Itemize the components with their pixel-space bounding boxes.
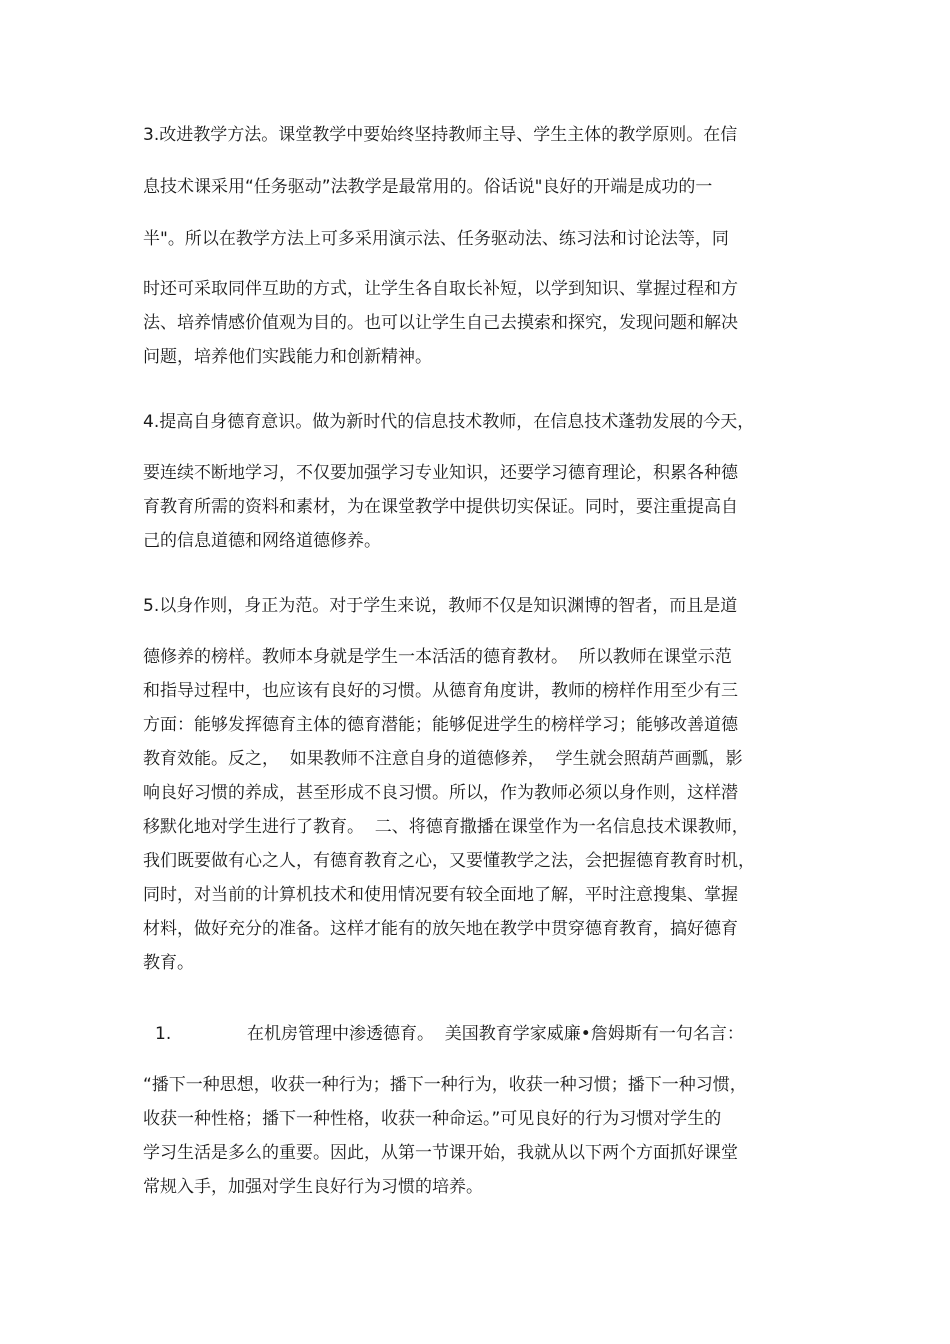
paragraph-1-line-3: 学习生活是多么的重要。因此，从第一节课开始，我就从以下两个方面抓好课堂 [143,1143,738,1163]
paragraph-3-line-2: 息技术课采用“任务驱动”法教学是最常用的。俗话说"良好的开端是成功的一 [143,177,713,197]
paragraph-5-line-6: 响良好习惯的养成，甚至形成不良习惯。所以，作为教师必须以身作则，这样潜 [143,783,738,803]
paragraph-5-line-2: 德修养的榜样。教师本身就是学生一本活活的德育教材。 所以教师在课堂示范 [143,647,732,667]
paragraph-3-line-4: 时还可采取同伴互助的方式，让学生各自取长补短，以学到知识、掌握过程和方 [143,279,738,299]
paragraph-5-line-3: 和指导过程中，也应该有良好的习惯。从德育角度讲，教师的榜样作用至少有三 [143,681,738,701]
paragraph-5-line-9: 同时，对当前的计算机技术和使用情况要有较全面地了解，平时注意搜集、掌握 [143,885,738,905]
paragraph-5-line-5: 教育效能。反之， 如果教师不注意自身的道德修养， 学生就会照葫芦画瓢，影 [143,749,743,769]
paragraph-3-line-6: 问题，培养他们实践能力和创新精神。 [143,347,432,367]
paragraph-5-line-7: 移默化地对学生进行了教育。 二、将德育撒播在课堂作为一名信息技术课教师， [143,817,749,837]
paragraph-5-line-11: 教育。 [143,953,194,973]
paragraph-5-line-8: 我们既要做有心之人，有德育教育之心，又要懂教学之法，会把握德育教育时机， [143,851,755,871]
paragraph-4-line-2: 要连续不断地学习，不仅要加强学习专业知识，还要学习德育理论，积累各种德 [143,463,738,483]
paragraph-5-line-4: 方面：能够发挥德育主体的德育潜能；能够促进学生的榜样学习；能够改善道德 [143,715,738,735]
paragraph-4-line-4: 己的信息道德和网络道德修养。 [143,531,381,551]
paragraph-3-line-1: 3.改进教学方法。课堂教学中要始终坚持教师主导、学生主体的教学原则。在信 [143,125,738,145]
paragraph-4-line-3: 育教育所需的资料和素材，为在课堂教学中提供切实保证。同时，要注重提高自 [143,497,738,517]
paragraph-5-line-1: 5.以身作则，身正为范。对于学生来说，教师不仅是知识渊博的智者，而且是道 [143,596,738,616]
list-item-heading: 在机房管理中渗透德育。 美国教育学家威廉•詹姆斯有一句名言： [247,1024,744,1044]
paragraph-1-line-4: 常规入手，加强对学生良好行为习惯的培养。 [143,1177,483,1197]
paragraph-4-line-1: 4.提高自身德育意识。做为新时代的信息技术教师，在信息技术蓬勃发展的今天， [143,412,755,432]
paragraph-3-line-5: 法、培养情感价值观为目的。也可以让学生自己去摸索和探究，发现问题和解决 [143,313,738,333]
paragraph-5-line-10: 材料，做好充分的准备。这样才能有的放矢地在教学中贯穿德育教育，搞好德育 [143,919,738,939]
paragraph-3-line-3: 半"。所以在教学方法上可多采用演示法、任务驱动法、练习法和讨论法等，同 [143,229,729,249]
paragraph-1-line-2: 收获一种性格；播下一种性格，收获一种命运。”可见良好的行为习惯对学生的 [143,1109,722,1129]
list-item-number: 1. [155,1024,172,1044]
paragraph-1-line-1: “播下一种思想，收获一种行为；播下一种行为，收获一种习惯；播下一种习惯， [143,1075,747,1095]
